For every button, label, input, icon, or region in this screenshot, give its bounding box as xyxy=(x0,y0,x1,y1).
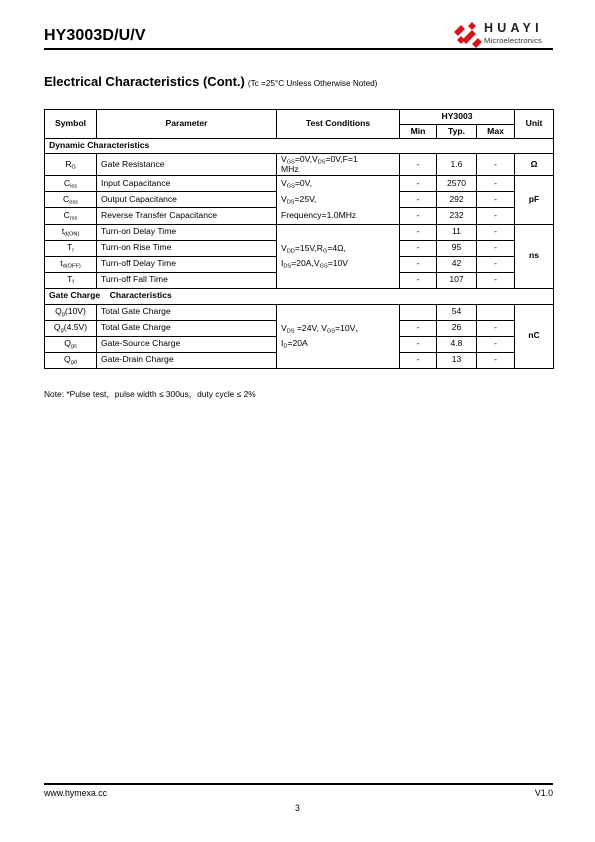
col-header-parameter: Parameter xyxy=(97,110,277,139)
logo-wordmark: HUAYI xyxy=(484,21,543,35)
col-header-min: Min xyxy=(400,125,437,139)
min-cell: - xyxy=(400,320,437,336)
typ-cell: 95 xyxy=(437,240,477,256)
section-row-gate-charge: Gate Charge Characteristics xyxy=(45,288,554,304)
max-cell: - xyxy=(477,272,515,288)
typ-cell: 13 xyxy=(437,352,477,368)
electrical-characteristics-table xyxy=(44,109,554,369)
min-cell: - xyxy=(400,240,437,256)
symbol-cell: $R_G$ xyxy=(45,154,97,176)
min-cell: - xyxy=(400,154,437,176)
unit-cell-cap: pF xyxy=(515,176,554,225)
parameter-cell: Reverse Transfer Capacitance xyxy=(97,208,277,224)
footer-divider xyxy=(44,783,553,785)
section-subtitle: (Tc =25°C Unless Otherwise Noted) xyxy=(247,79,378,88)
max-cell: - xyxy=(477,352,515,368)
conditions-cell-sw: $V_{DD}=15V,R_G=4\Omega$, $I_{DS}=20A,V_{GS}=10V$ xyxy=(277,224,400,288)
symbol-cell: $C_{oss}$ xyxy=(45,192,97,208)
max-cell: - xyxy=(477,224,515,240)
symbol-cell: $T_f$ xyxy=(45,272,97,288)
parameter-cell: Input Capacitance xyxy=(97,176,277,192)
parameter-cell: Total Gate Charge xyxy=(97,304,277,320)
max-cell: - xyxy=(477,240,515,256)
col-header-conditions: Test Conditions xyxy=(277,110,400,139)
max-cell: - xyxy=(477,208,515,224)
min-cell: - xyxy=(400,208,437,224)
min-cell: - xyxy=(400,192,437,208)
conditions-cell-rg: $V_{GS}=0V,V_{DS}=0V,F=1$ MHz xyxy=(277,154,400,176)
typ-cell: 4.8 xyxy=(437,336,477,352)
conditions-cell-cap: $V_{GS}=0V$, $V_{DS}=25V$, Frequency=1.0MHz xyxy=(277,176,400,225)
min-cell: - xyxy=(400,256,437,272)
document-title: HY3003D/U/V xyxy=(44,27,146,44)
col-header-max: Max xyxy=(477,125,515,139)
col-header-typ: Typ. xyxy=(437,125,477,139)
parameter-cell: Gate Resistance xyxy=(97,154,277,176)
parameter-cell: Total Gate Charge xyxy=(97,320,277,336)
symbol-cell: $t_{d(OFF)}$ xyxy=(45,256,97,272)
parameter-cell: Gate-Source Charge xyxy=(97,336,277,352)
symbol-cell: $Q_g(10V)$ xyxy=(45,304,97,320)
symbol-cell: $C_{rss}$ xyxy=(45,208,97,224)
header-divider xyxy=(44,48,553,50)
max-cell: - xyxy=(477,336,515,352)
symbol-cell: $Q_{gd}$ xyxy=(45,352,97,368)
unit-cell-rg: Ω xyxy=(515,154,554,176)
max-cell: - xyxy=(477,256,515,272)
col-header-symbol: Symbol xyxy=(45,110,97,139)
table-row xyxy=(45,304,554,320)
typ-cell: 107 xyxy=(437,272,477,288)
table-row xyxy=(45,154,554,176)
parameter-cell: Gate-Drain Charge xyxy=(97,352,277,368)
symbol-cell: $Q_g(4.5V)$ xyxy=(45,320,97,336)
table-row xyxy=(45,224,554,240)
typ-cell: 26 xyxy=(437,320,477,336)
typ-cell: 2570 xyxy=(437,176,477,192)
logo-tagline: Microelectronics xyxy=(484,36,543,45)
max-cell: - xyxy=(477,176,515,192)
table-row xyxy=(45,176,554,192)
unit-cell-sw: ns xyxy=(515,224,554,288)
parameter-cell: Turn-on Rise Time xyxy=(97,240,277,256)
max-cell: - xyxy=(477,154,515,176)
symbol-cell: $T_r$ xyxy=(45,240,97,256)
min-cell: - xyxy=(400,352,437,368)
typ-cell: 1.6 xyxy=(437,154,477,176)
max-cell: - xyxy=(477,320,515,336)
symbol-cell: $Q_{gs}$ xyxy=(45,336,97,352)
max-cell xyxy=(477,304,515,320)
parameter-cell: Turn-off Delay Time xyxy=(97,256,277,272)
parameter-cell: Turn-off Fall Time xyxy=(97,272,277,288)
min-cell: - xyxy=(400,176,437,192)
section-heading xyxy=(44,74,377,89)
footer-version: V1.0 xyxy=(534,788,553,798)
conditions-cell-qg: $V_{DS} =24V$, $V_{GS}=10V$， $I_D=20A$ xyxy=(277,304,400,368)
pulse-test-note: Note: *Pulse test，pulse width ≤ 300us，duty cycle ≤ 2% xyxy=(44,389,256,399)
min-cell xyxy=(400,304,437,320)
parameter-cell: Output Capacitance xyxy=(97,192,277,208)
symbol-cell: $t_{d(ON)}$ xyxy=(45,224,97,240)
typ-cell: 54 xyxy=(437,304,477,320)
parameter-cell: Turn-on Delay Time xyxy=(97,224,277,240)
company-logo xyxy=(452,20,557,50)
section-row-dynamic: Dynamic Characteristics xyxy=(45,139,554,154)
typ-cell: 292 xyxy=(437,192,477,208)
min-cell: - xyxy=(400,272,437,288)
unit-cell-qg: nC xyxy=(515,304,554,368)
section-title: Electrical Characteristics (Cont.) xyxy=(44,74,245,89)
typ-cell: 232 xyxy=(437,208,477,224)
col-header-unit: Unit xyxy=(515,110,554,139)
typ-cell: 42 xyxy=(437,256,477,272)
typ-cell: 11 xyxy=(437,224,477,240)
footer-url: www.hymexa.cc xyxy=(44,788,108,798)
huayi-logo-icon xyxy=(452,20,484,50)
min-cell: - xyxy=(400,224,437,240)
symbol-cell: $C_{iss}$ xyxy=(45,176,97,192)
col-header-group: HY3003 xyxy=(400,110,515,125)
max-cell: - xyxy=(477,192,515,208)
min-cell: - xyxy=(400,336,437,352)
page-number: 3 xyxy=(295,803,300,813)
